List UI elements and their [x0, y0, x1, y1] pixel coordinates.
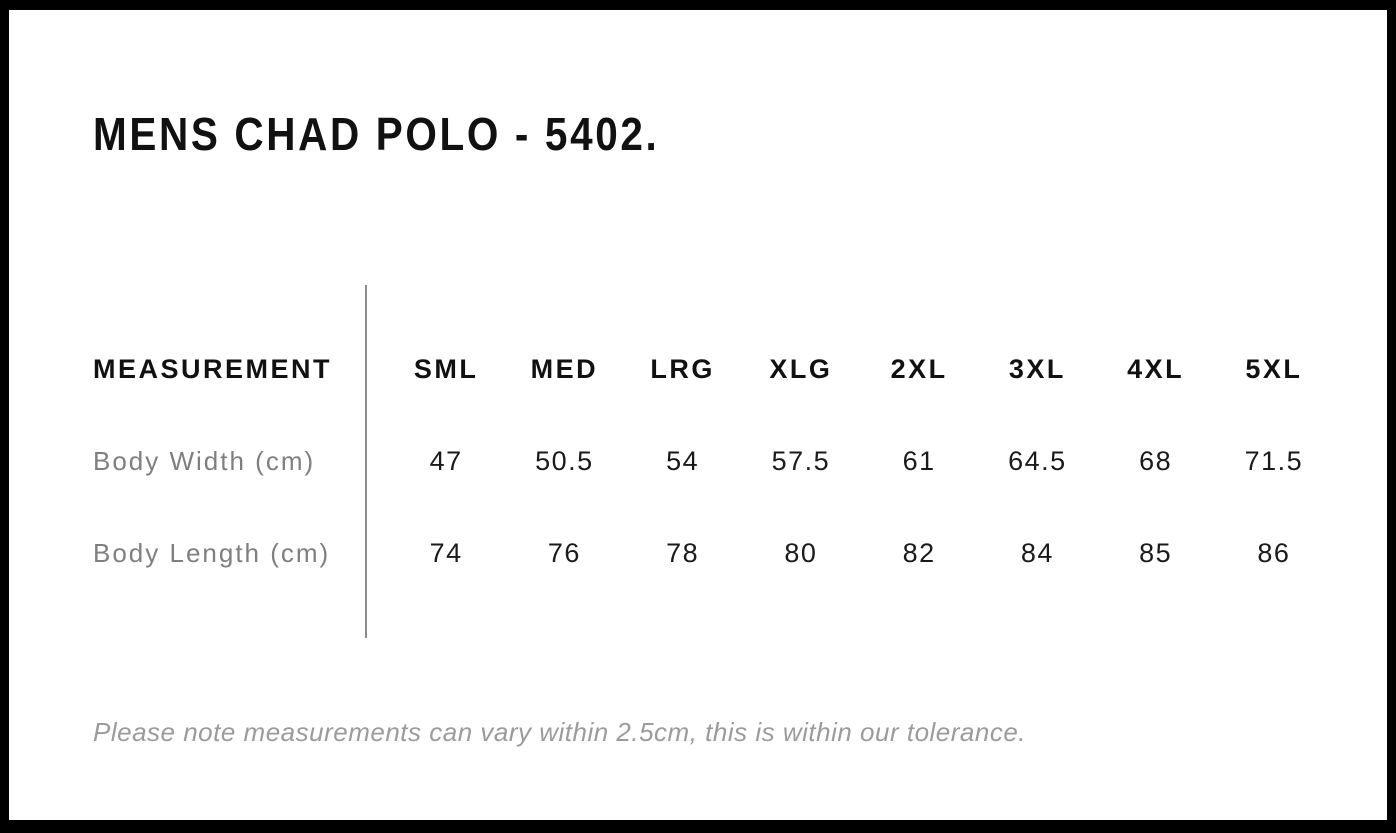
- measurement-column-header: MEASUREMENT: [93, 353, 333, 384]
- size-header-3xl: 3XL: [1008, 353, 1066, 384]
- body-width-2xl: 61: [902, 445, 936, 476]
- size-chart-table: [93, 285, 1333, 638]
- body-length-2xl: 82: [902, 537, 936, 568]
- body-width-lrg: 54: [666, 445, 700, 476]
- row-label-body-width: Body Width (cm): [93, 445, 316, 476]
- body-length-5xl: 86: [1257, 537, 1291, 568]
- size-header-xlg: XLG: [769, 353, 833, 384]
- body-length-sml: 74: [429, 537, 463, 568]
- body-width-xlg: 57.5: [771, 445, 831, 476]
- size-header-lrg: LRG: [650, 353, 715, 384]
- size-header-4xl: 4XL: [1127, 353, 1185, 384]
- size-header-med: MED: [530, 353, 599, 384]
- body-length-xlg: 80: [784, 537, 818, 568]
- size-header-5xl: 5XL: [1245, 353, 1303, 384]
- table-row-body-length: [93, 507, 1333, 599]
- body-length-med: 76: [547, 537, 581, 568]
- body-length-lrg: 78: [666, 537, 700, 568]
- table-row-body-width: [93, 415, 1333, 507]
- size-header-sml: SML: [413, 353, 479, 384]
- row-label-body-length: Body Length (cm): [93, 537, 331, 568]
- size-header-2xl: 2XL: [890, 353, 948, 384]
- body-width-4xl: 68: [1139, 445, 1173, 476]
- body-width-sml: 47: [429, 445, 463, 476]
- size-chart-header-row: [93, 323, 1333, 415]
- table-divider-line: [365, 285, 367, 638]
- body-length-3xl: 84: [1020, 537, 1054, 568]
- tolerance-note: Please note measurements can vary within 2.5cm, this is within our tolerance.: [93, 717, 1027, 747]
- body-length-4xl: 85: [1139, 537, 1173, 568]
- page-title: MENS CHAD POLO - 5402.: [93, 108, 660, 160]
- body-width-5xl: 71.5: [1244, 445, 1304, 476]
- body-width-med: 50.5: [535, 445, 594, 476]
- body-width-3xl: 64.5: [1008, 445, 1067, 476]
